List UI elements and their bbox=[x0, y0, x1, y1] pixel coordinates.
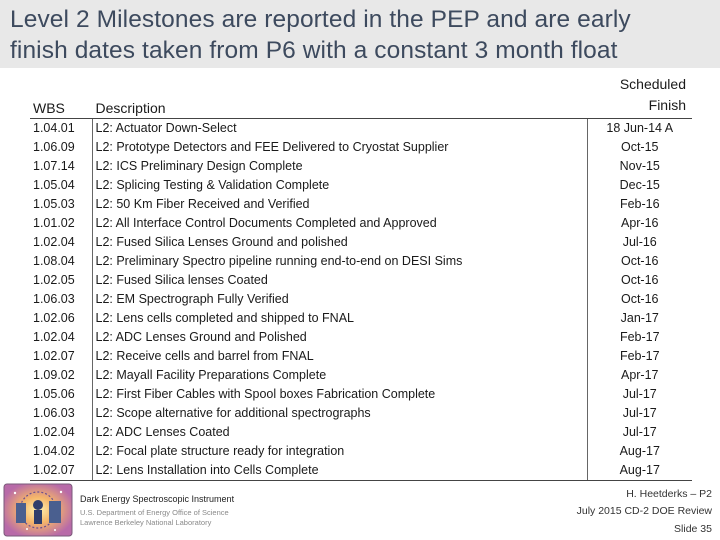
table-row bbox=[30, 290, 692, 309]
finish-cell: Jul-17 bbox=[622, 425, 657, 439]
description-cell: L2: 50 Km Fiber Received and Verified bbox=[92, 195, 587, 214]
table-row bbox=[30, 328, 692, 347]
footer-org: Dark Energy Spectroscopic Instrument bbox=[80, 494, 235, 504]
wbs-cell: 1.04.02 bbox=[30, 442, 92, 461]
table-body bbox=[30, 119, 692, 481]
table-row bbox=[30, 423, 692, 442]
description-cell: L2: All Interface Control Documents Completed and Approved bbox=[92, 214, 587, 233]
description-cell: L2: Fused Silica Lenses Ground and polished bbox=[92, 233, 587, 252]
wbs-cell: 1.02.07 bbox=[30, 461, 92, 481]
table-row bbox=[30, 195, 692, 214]
wbs-cell: 1.01.02 bbox=[30, 214, 92, 233]
finish-cell: Jul-17 bbox=[622, 406, 657, 420]
wbs-cell: 1.02.04 bbox=[30, 233, 92, 252]
wbs-cell: 1.06.09 bbox=[30, 138, 92, 157]
description-cell: L2: Lens Installation into Cells Complete bbox=[92, 461, 587, 481]
table-row bbox=[30, 119, 692, 139]
footer-slide-number: Slide 35 bbox=[674, 523, 712, 535]
slide-title bbox=[10, 4, 715, 66]
finish-cell: Aug-17 bbox=[587, 461, 692, 481]
finish-cell: Apr-17 bbox=[620, 368, 659, 382]
table-row bbox=[30, 138, 692, 157]
wbs-cell: 1.05.06 bbox=[30, 385, 92, 404]
slide-title-line-2: finish dates taken from P6 with a constant 3 month float bbox=[10, 37, 618, 64]
header-scheduled-finish bbox=[587, 72, 692, 119]
wbs-cell: 1.04.01 bbox=[30, 119, 92, 139]
finish-cell: Oct-16 bbox=[620, 292, 659, 306]
description-cell: L2: Actuator Down-Select bbox=[92, 119, 587, 139]
table-row bbox=[30, 404, 692, 423]
description-cell: L2: Focal plate structure ready for integration bbox=[92, 442, 587, 461]
wbs-cell: 1.02.05 bbox=[30, 271, 92, 290]
finish-cell: 18 Jun-14 A bbox=[606, 121, 674, 135]
table-row bbox=[30, 385, 692, 404]
table-row bbox=[30, 233, 692, 252]
header-finish-line-1: Scheduled bbox=[619, 76, 686, 92]
table-row bbox=[30, 366, 692, 385]
slide-title-line-1: Level 2 Milestones are reported in the PEP and are early bbox=[10, 6, 631, 33]
wbs-cell: 1.05.04 bbox=[30, 176, 92, 195]
table-row bbox=[30, 157, 692, 176]
wbs-cell: 1.08.04 bbox=[30, 252, 92, 271]
wbs-cell: 1.02.04 bbox=[30, 423, 92, 442]
table-row bbox=[30, 347, 692, 366]
footer-presenter: H. Heetderks – P2 bbox=[626, 488, 712, 500]
description-cell: L2: Scope alternative for additional spectrographs bbox=[92, 404, 587, 423]
table-row bbox=[30, 214, 692, 233]
finish-cell: Nov-15 bbox=[619, 159, 660, 173]
milestones-table bbox=[30, 72, 692, 481]
finish-cell: Jan-17 bbox=[620, 311, 659, 325]
table-row bbox=[30, 176, 692, 195]
finish-cell: Feb-17 bbox=[619, 330, 660, 344]
wbs-cell: 1.06.03 bbox=[30, 404, 92, 423]
header-wbs: WBS bbox=[30, 72, 92, 119]
description-cell: L2: First Fiber Cables with Spool boxes Fabrication Complete bbox=[92, 385, 587, 404]
finish-cell: Oct-16 bbox=[620, 254, 659, 268]
wbs-cell: 1.02.07 bbox=[30, 347, 92, 366]
finish-cell: Oct-16 bbox=[620, 273, 659, 287]
finish-cell: Oct-15 bbox=[620, 140, 659, 154]
finish-cell: Aug-17 bbox=[619, 444, 660, 458]
table-row bbox=[30, 252, 692, 271]
description-cell: L2: ADC Lenses Coated bbox=[92, 423, 587, 442]
wbs-cell: 1.07.14 bbox=[30, 157, 92, 176]
description-cell: L2: Receive cells and barrel from FNAL bbox=[92, 347, 587, 366]
description-cell: L2: Mayall Facility Preparations Complete bbox=[92, 366, 587, 385]
description-cell: L2: Preliminary Spectro pipeline running end-to-end on DESI Sims bbox=[92, 252, 587, 271]
wbs-cell: 1.02.06 bbox=[30, 309, 92, 328]
finish-cell: Feb-17 bbox=[619, 349, 660, 363]
table-row bbox=[30, 271, 692, 290]
wbs-cell: 1.09.02 bbox=[30, 366, 92, 385]
header-description: Description bbox=[92, 72, 587, 119]
description-cell: L2: Lens cells completed and shipped to FNAL bbox=[92, 309, 587, 328]
description-cell: L2: ADC Lenses Ground and Polished bbox=[92, 328, 587, 347]
description-cell: L2: EM Spectrograph Fully Verified bbox=[92, 290, 587, 309]
table-row bbox=[30, 442, 692, 461]
footer-review: July 2015 CD-2 DOE Review bbox=[576, 505, 712, 517]
footer-sub-lbnl: Lawrence Berkeley National Laboratory bbox=[80, 518, 212, 527]
description-cell: L2: Fused Silica lenses Coated bbox=[92, 271, 587, 290]
desi-logo-icon bbox=[3, 483, 73, 537]
finish-cell: Dec-15 bbox=[619, 178, 660, 192]
table-row bbox=[30, 309, 692, 328]
wbs-cell: 1.02.04 bbox=[30, 328, 92, 347]
finish-cell: Feb-16 bbox=[619, 197, 660, 211]
description-cell: L2: Prototype Detectors and FEE Delivered to Cryostat Supplier bbox=[92, 138, 587, 157]
description-cell: L2: ICS Preliminary Design Complete bbox=[92, 157, 587, 176]
finish-cell: Jul-17 bbox=[622, 387, 657, 401]
table-row bbox=[30, 461, 692, 481]
wbs-cell: 1.06.03 bbox=[30, 290, 92, 309]
table-header-row bbox=[30, 72, 692, 119]
header-finish-line-2: Finish bbox=[648, 97, 686, 113]
finish-cell: Jul-16 bbox=[622, 235, 657, 249]
wbs-cell: 1.05.03 bbox=[30, 195, 92, 214]
description-cell: L2: Splicing Testing & Validation Complete bbox=[92, 176, 587, 195]
finish-cell: Apr-16 bbox=[620, 216, 659, 230]
footer-sub-doe: U.S. Department of Energy Office of Science bbox=[80, 508, 229, 517]
